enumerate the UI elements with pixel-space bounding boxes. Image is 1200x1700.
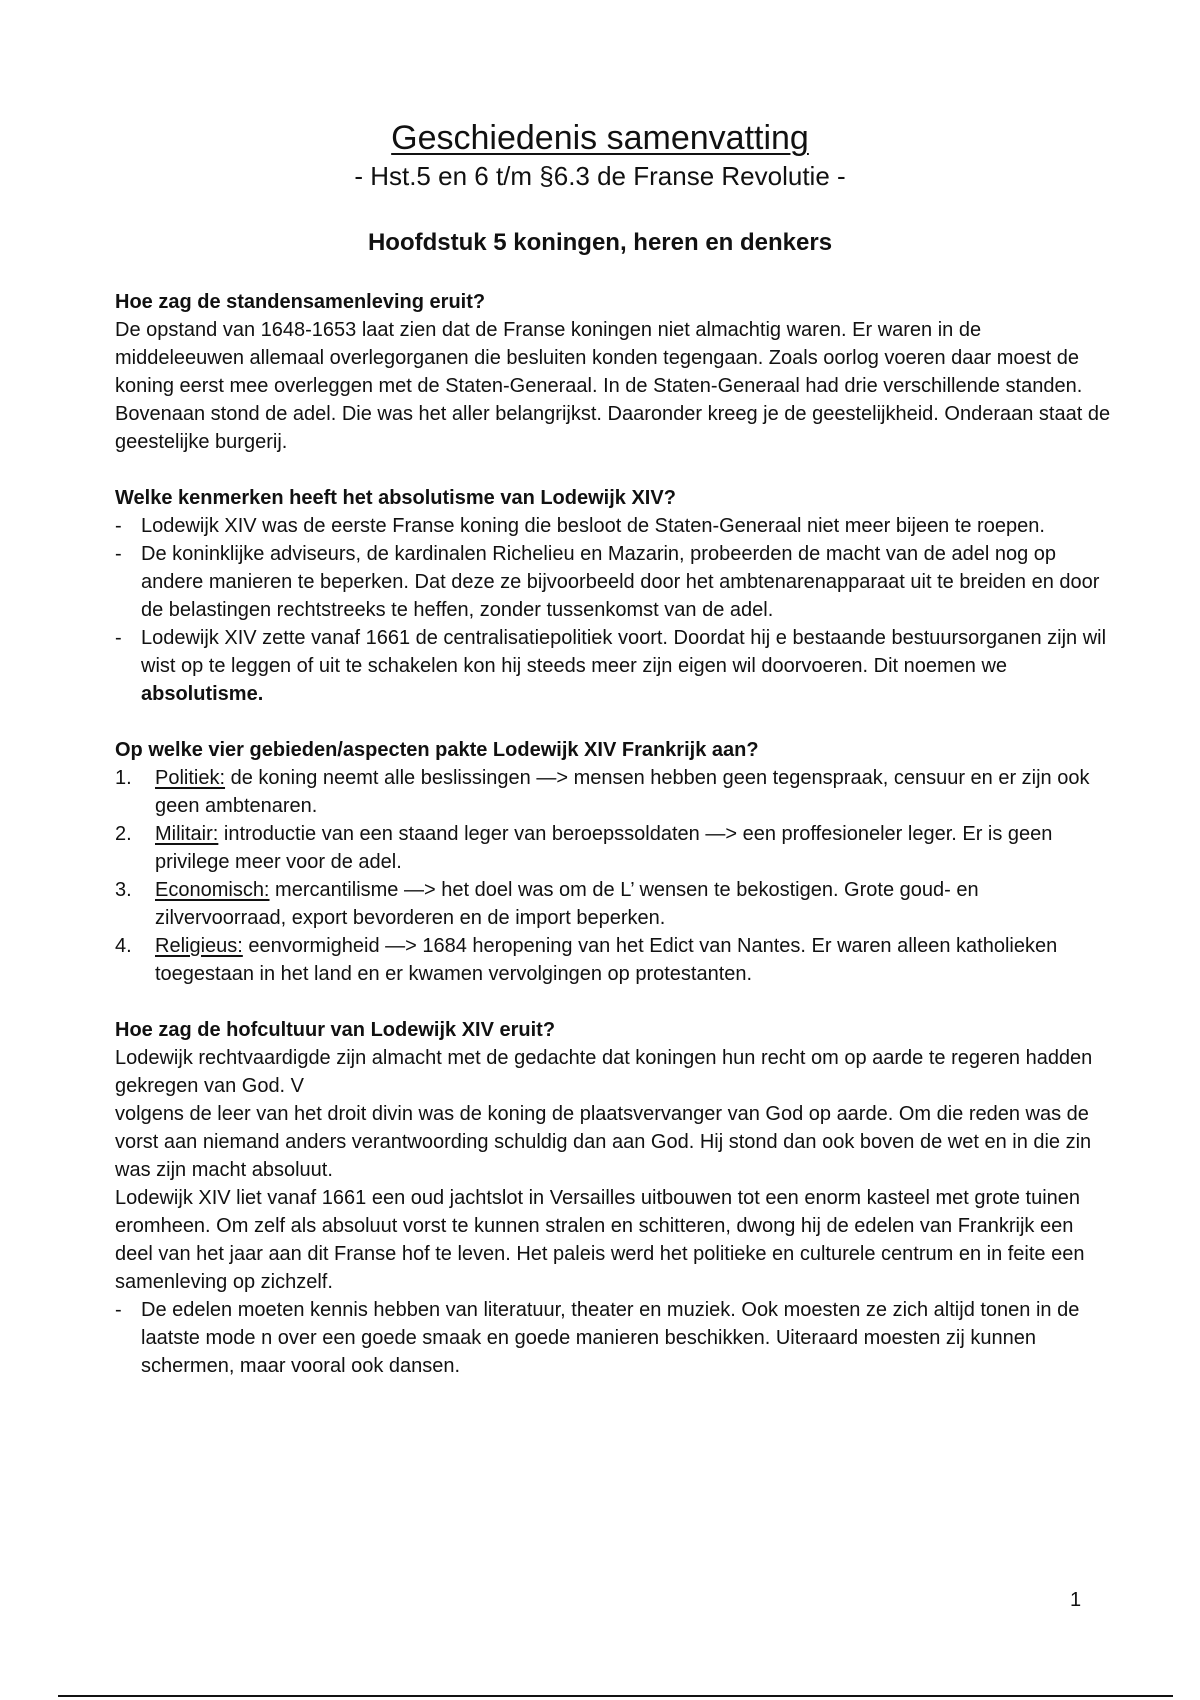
bottom-rule xyxy=(58,1695,1173,1697)
section-question: Hoe zag de standensamenleving eruit? xyxy=(115,291,486,313)
section-paragraph: Lodewijk XIV liet vanaf 1661 een oud jachtslot in Versailles uitbouwen tot een enorm kasteel met grote tuinen eromheen. Om zelf als absoluut vorst te kunnen stralen en schitteren, dwong hij de edelen van Frankrijk een deel van het jaar aan dit Franse hof te leven. Het paleis werd het politieke en culturele centrum en in feite een samenleving op zichzelf. xyxy=(115,1187,1085,1293)
bullet-marker: - xyxy=(115,627,122,649)
list-number: 3. xyxy=(115,879,132,901)
list-item xyxy=(115,932,1115,988)
bold-term: absolutisme. xyxy=(141,683,264,705)
list-number: 1. xyxy=(115,767,132,789)
section-paragraph: De opstand van 1648-1653 laat zien dat de Franse koningen niet almachtig waren. Er waren in de middeleeuwen allemaal overlegorganen die besluiten konden tegengaan. Zoals oorlog voeren daar moest de koning eerst mee overleggen met de Staten-Generaal. In de Staten-Generaal had drie verschillende standen. Bovenaan stond de adel. Die was het aller belangrijkst. Daaronder kreeg je de geestelijkheid. Onderaan staat de geestelijke burgerij. xyxy=(115,319,1111,453)
list-item-text: introductie van een staand leger van beroepssoldaten —> een proffesioneler leger. Er is geen privilege meer voor de adel. xyxy=(155,823,1053,873)
list-item-text: Lodewijk XIV was de eerste Franse koning die besloot de Staten-Generaal niet meer bijeen te roepen. xyxy=(141,515,1045,537)
bullet-marker: - xyxy=(115,515,122,537)
page-number: 1 xyxy=(1070,1589,1082,1611)
list-item-text: de koning neemt alle beslissingen —> mensen hebben geen tegenspraak, censuur en er zijn ook geen ambtenaren. xyxy=(155,767,1090,817)
bullet-marker: - xyxy=(115,1299,122,1321)
bullet-list xyxy=(115,512,1115,708)
section-hofcultuur xyxy=(115,1016,1115,1380)
section-question: Hoe zag de hofcultuur van Lodewijk XIV eruit? xyxy=(115,1019,556,1041)
list-item-text: De koninklijke adviseurs, de kardinalen Richelieu en Mazarin, probeerden de macht van de adel nog op andere manieren te beperken. Dat deze ze bijvoorbeeld door het ambtenarenapparaat uit te breiden en door de belastingen rechtstreeks te heffen, zonder tussenkomst van de adel. xyxy=(141,543,1100,621)
list-item xyxy=(115,1296,1115,1380)
list-number: 4. xyxy=(115,935,132,957)
numbered-list xyxy=(115,764,1115,988)
list-item xyxy=(115,820,1115,876)
list-item-label: Religieus: xyxy=(155,935,243,957)
section-standensamenleving xyxy=(115,288,1115,456)
bullet-list xyxy=(115,1296,1115,1380)
list-item xyxy=(115,512,1115,540)
bullet-marker: - xyxy=(115,543,122,565)
list-item xyxy=(115,540,1115,624)
list-item-label: Politiek: xyxy=(155,767,226,789)
list-item xyxy=(115,876,1115,932)
list-item-text: mercantilisme —> het doel was om de L’ wensen te bekostigen. Grote goud- en zilvervoorraad, export bevorderen en de import beperken. xyxy=(155,879,979,929)
section-absolutisme xyxy=(115,484,1115,708)
list-item-text: Lodewijk XIV zette vanaf 1661 de centralisatiepolitiek voort. Doordat hij e bestaande bestuursorganen zijn wil wist op te leggen of uit te schakelen kon hij steeds meer zijn eigen wil doorvoeren. Dit noemen we xyxy=(141,627,1107,677)
document-title: Geschiedenis samenvatting xyxy=(391,119,809,157)
section-paragraph: volgens de leer van het droit divin was de koning de plaatsvervanger van God op aarde. Om die reden was de vorst aan niemand anders verantwoording schuldig dan aan God. Hij stond dan ook boven de wet en in die zin was zijn macht absoluut. xyxy=(115,1103,1092,1181)
list-item-text: eenvormigheid —> 1684 heropening van het Edict van Nantes. Er waren alleen katholieken toegestaan in het land en er kwamen vervolgingen op protestanten. xyxy=(155,935,1058,985)
list-item-label: Economisch: xyxy=(155,879,270,901)
section-vier-gebieden xyxy=(115,736,1115,988)
list-number: 2. xyxy=(115,823,132,845)
document-subtitle: - Hst.5 en 6 t/m §6.3 de Franse Revolutie - xyxy=(354,161,846,191)
section-question: Welke kenmerken heeft het absolutisme van Lodewijk XIV? xyxy=(115,487,676,509)
section-question: Op welke vier gebieden/aspecten pakte Lodewijk XIV Frankrijk aan? xyxy=(115,739,759,761)
document-body xyxy=(115,288,1115,1408)
section-paragraph: Lodewijk rechtvaardigde zijn almacht met de gedachte dat koningen hun recht om op aarde te regeren hadden gekregen van God. V xyxy=(115,1047,1093,1097)
list-item-text: De edelen moeten kennis hebben van literatuur, theater en muziek. Ook moesten ze zich altijd tonen in de laatste mode n over een goede smaak en goede manieren beschikken. Uiteraard moesten zij kunnen schermen, maar vooral ook dansen. xyxy=(141,1299,1080,1377)
list-item xyxy=(115,764,1115,820)
chapter-heading: Hoofdstuk 5 koningen, heren en denkers xyxy=(367,229,833,256)
list-item-label: Militair: xyxy=(155,823,219,845)
list-item xyxy=(115,624,1115,708)
